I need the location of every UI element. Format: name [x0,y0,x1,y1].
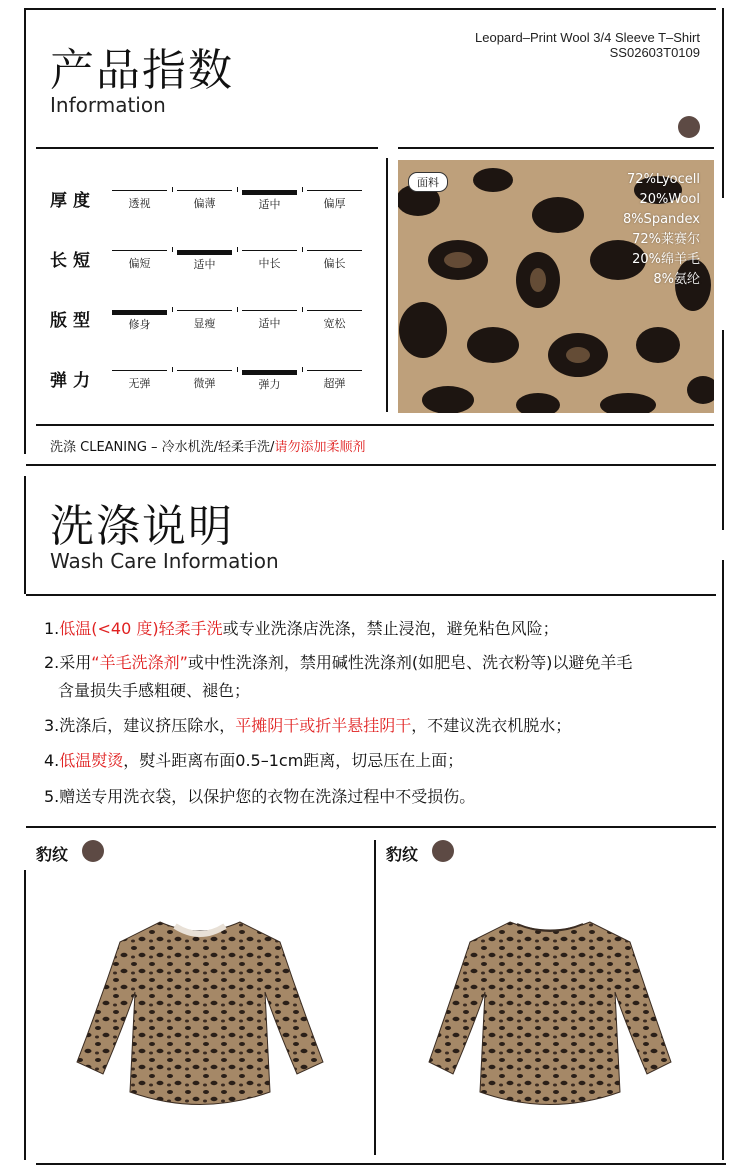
wash-text: 或专业洗涤店洗涤，禁止浸泡，避免粘色风险； [222,619,559,638]
index-label: 长短 [50,251,96,271]
wash-header-bottom-rule [26,594,716,596]
left-rule-wash [24,476,26,594]
wash-text: 3.洗涤后，建议挤压除水， [44,716,236,735]
index-option: 无弹 [112,370,167,391]
left-rule-top [24,8,26,454]
wash-highlight: 低温熨烫 [59,751,124,770]
index-tick [172,247,173,252]
fabric-badge: 面料 [408,172,448,192]
index-option: 偏短 [112,250,167,271]
wash-instruction-line [44,650,632,676]
wash-instruction-line [44,784,475,810]
wash-text: 2.采用 [44,653,92,672]
index-label: 弹力 [50,371,96,391]
pattern-swatch-right[interactable] [432,840,454,862]
fabric-composition [623,170,700,290]
pattern-swatch-left[interactable] [82,840,104,862]
index-tick [302,187,303,192]
index-option: 宽松 [307,310,362,331]
right-rule-3 [722,560,724,1160]
color-swatch[interactable] [678,116,700,138]
fabric-top-rule [398,147,714,149]
index-option: 偏长 [307,250,362,271]
wash-highlight: “羊毛洗涤剂” [91,653,188,672]
pattern-left-rule [24,870,26,1160]
index-label: 厚度 [50,191,96,211]
index-option: 显瘦 [177,310,232,331]
pattern-label-right: 豹纹 [386,845,419,864]
index-option: 透视 [112,190,167,211]
index-option-selected: 弹力 [242,370,297,392]
composition-line: 20%Wool [639,192,700,207]
wash-instruction-line [44,616,559,642]
index-option: 微弹 [177,370,232,391]
index-label: 版型 [50,311,96,331]
wash-note-top-rule [36,424,714,426]
product-sku: SS02603T0109 [609,45,700,60]
composition-line: 20%绵羊毛 [632,252,700,267]
wash-note [50,436,365,455]
shirt-image-left [75,912,325,1112]
composition-line: 8%氨纶 [653,272,700,287]
right-rule-top [722,8,724,198]
index-option: 超弹 [307,370,362,391]
index-option-selected: 适中 [177,250,232,272]
wash-text: 含量损失手感粗硬、褪色； [58,681,251,700]
top-rule [26,8,716,10]
index-option: 偏厚 [307,190,362,211]
wash-text: ，不建议洗衣机脱水； [411,716,572,735]
wash-text: 4. [44,751,60,770]
product-name: Leopard–Print Wool 3/4 Sleeve T–Shirt [475,30,700,45]
index-tick [302,307,303,312]
index-tick [237,187,238,192]
index-option-selected: 修身 [112,310,167,332]
wash-text: 或中性洗涤剂，禁用碱性洗涤剂(如肥皂、洗衣粉等)以避免羊毛 [187,653,633,672]
product-title-en: Information [50,93,166,117]
wash-note-text: 洗涤 CLEANING – 冷水机洗/轻柔手洗/ [50,440,275,455]
shirt-image-right [425,912,675,1112]
index-tick [302,367,303,372]
index-top-rule [36,147,378,149]
fabric-image [398,160,714,413]
index-tick [237,247,238,252]
patterns-top-rule [26,826,716,828]
index-option: 偏薄 [177,190,232,211]
wash-note-warning: 请勿添加柔顺剂 [274,440,366,455]
index-option: 适中 [242,310,297,331]
index-option: 中长 [242,250,297,271]
right-rule-2 [722,330,724,530]
wash-title-en: Wash Care Information [50,549,279,573]
wash-instruction-line [44,713,571,739]
index-tick [172,307,173,312]
wash-instruction-line [58,678,250,704]
composition-line: 72%莱赛尔 [632,232,700,247]
index-tick [172,367,173,372]
wash-text: 1. [44,619,60,638]
pattern-label-left: 豹纹 [36,845,69,864]
index-tick [237,307,238,312]
wash-instruction-line [44,748,463,774]
product-title-cn: 产品指数 [50,45,234,96]
product-name-block [475,30,700,60]
composition-line: 72%Lyocell [627,172,700,187]
wash-text: 5.赠送专用洗衣袋，以保护您的衣物在洗涤过程中不受损伤。 [44,787,476,806]
index-option-selected: 适中 [242,190,297,212]
index-divider [386,158,388,412]
index-tick [237,367,238,372]
composition-line: 8%Spandex [622,212,700,227]
index-tick [172,187,173,192]
wash-title-cn: 洗涤说明 [50,501,234,552]
wash-note-bottom-rule [26,464,716,466]
pattern-divider [374,840,376,1155]
index-tick [302,247,303,252]
wash-highlight: 平摊阴干或折半悬挂阴干 [235,716,412,735]
wash-highlight: 低温(<40 度)轻柔手洗 [59,619,223,638]
wash-text: ，熨斗距离布面0.5–1cm距离，切忌压在上面； [123,751,464,770]
